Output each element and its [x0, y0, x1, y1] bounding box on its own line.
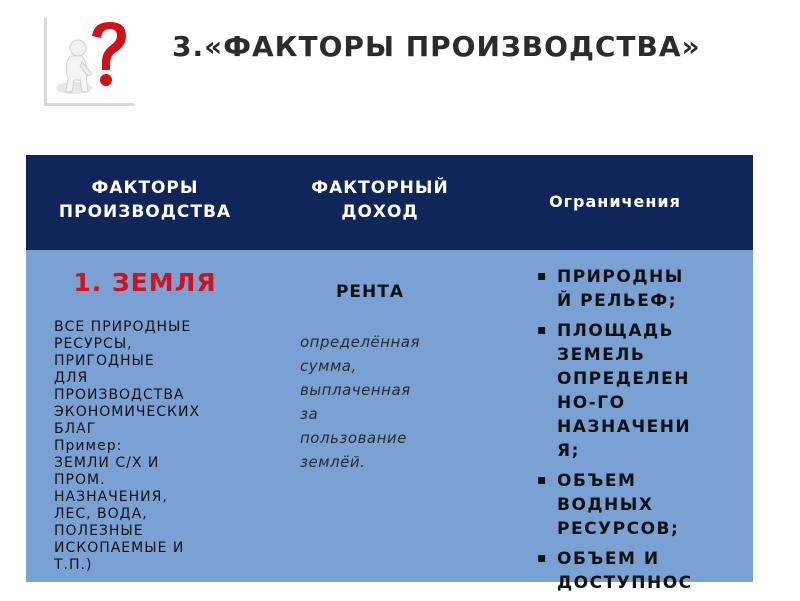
header-factors [40, 176, 250, 224]
bullet-icon: ▪ [537, 322, 548, 338]
limitation-item-line: ОБЪЕМ [557, 471, 637, 491]
income-description-line: пользование [300, 429, 407, 447]
factor-description-line: Пример: [54, 438, 123, 454]
limitation-item-line: РЕСУРСОВ; [557, 519, 680, 539]
factor-description-line: ПОЛЕЗНЫЕ [54, 523, 144, 539]
limitation-item-line: НАЗНАЧЕНИ [557, 417, 692, 437]
income-description-line: определённая [300, 333, 420, 351]
factor-description-line: НАЗНАЧЕНИЯ, [54, 489, 168, 505]
income-description-line: выплаченная [300, 381, 411, 399]
factor-description-line: ЗЕМЛИ С/Х И [54, 455, 160, 471]
limitation-item-line: ОПРЕДЕЛЕН [557, 369, 690, 389]
limitation-item-line: ПРИРОДНЫ [557, 267, 684, 287]
factor-description [54, 319, 234, 574]
page-title: 3.«ФАКТОРЫ ПРОИЗВОДСТВА» [172, 30, 701, 63]
factor-description-line: ПРОИЗВОДСТВА [54, 387, 185, 403]
factor-description-line: Т.П.) [54, 557, 93, 573]
factor-description-line: ДЛЯ [54, 370, 89, 386]
header-income-line2: ДОХОД [341, 202, 419, 222]
limitation-item-line: ОБЪЕМ И [557, 549, 660, 569]
factor-description-line: БЛАГ [54, 421, 97, 437]
income-description-line: сумма, [300, 357, 357, 375]
header-income-line1: ФАКТОРНЫЙ [311, 178, 449, 198]
income-title: РЕНТА [335, 282, 405, 302]
limitation-item [537, 319, 747, 463]
factor-description-line: ПРИГОДНЫЕ [54, 353, 155, 369]
limitation-item-line: ДОСТУПНОС [557, 573, 693, 593]
header-factors-line1: ФАКТОРЫ [91, 178, 199, 198]
income-description [300, 330, 470, 474]
limitation-item [537, 265, 747, 313]
limitations-list [537, 265, 747, 601]
header-limitations: Ограничения [549, 192, 681, 211]
income-description-line: землёй. [300, 453, 366, 471]
factor-description-line: ЛЕС, ВОДА, [54, 506, 148, 522]
income-description-line: за [300, 405, 319, 423]
bullet-icon: ▪ [537, 472, 548, 488]
factor-description-line: ЭКОНОМИЧЕСКИХ [54, 404, 201, 420]
question-mark-figure-icon [44, 18, 134, 106]
factor-description-line: ВСЕ ПРИРОДНЫЕ [54, 319, 192, 335]
header-income [290, 176, 470, 224]
limitation-item-line: ЗЕМЕЛЬ [557, 345, 646, 365]
factor-description-line: ИСКОПАЕМЫЕ И [54, 540, 185, 556]
limitation-item-line: Я; [557, 441, 580, 461]
limitation-item-line: Й РЕЛЬЕФ; [557, 291, 678, 311]
limitation-item-line: ПЛОЩАДЬ [557, 321, 675, 341]
factor-description-line: РЕСУРСЫ, [54, 336, 133, 352]
limitation-item [537, 469, 747, 541]
limitation-item [537, 547, 747, 595]
bullet-icon: ▪ [537, 268, 548, 284]
limitation-item-line: ВОДНЫХ [557, 495, 654, 515]
bullet-icon: ▪ [537, 550, 548, 566]
factor-title: 1. ЗЕМЛЯ [73, 268, 217, 297]
header-factors-line2: ПРОИЗВОДСТВА [58, 202, 232, 222]
factor-description-line: ПРОМ. [54, 472, 106, 488]
limitation-item-line: НО-ГО [557, 393, 626, 413]
